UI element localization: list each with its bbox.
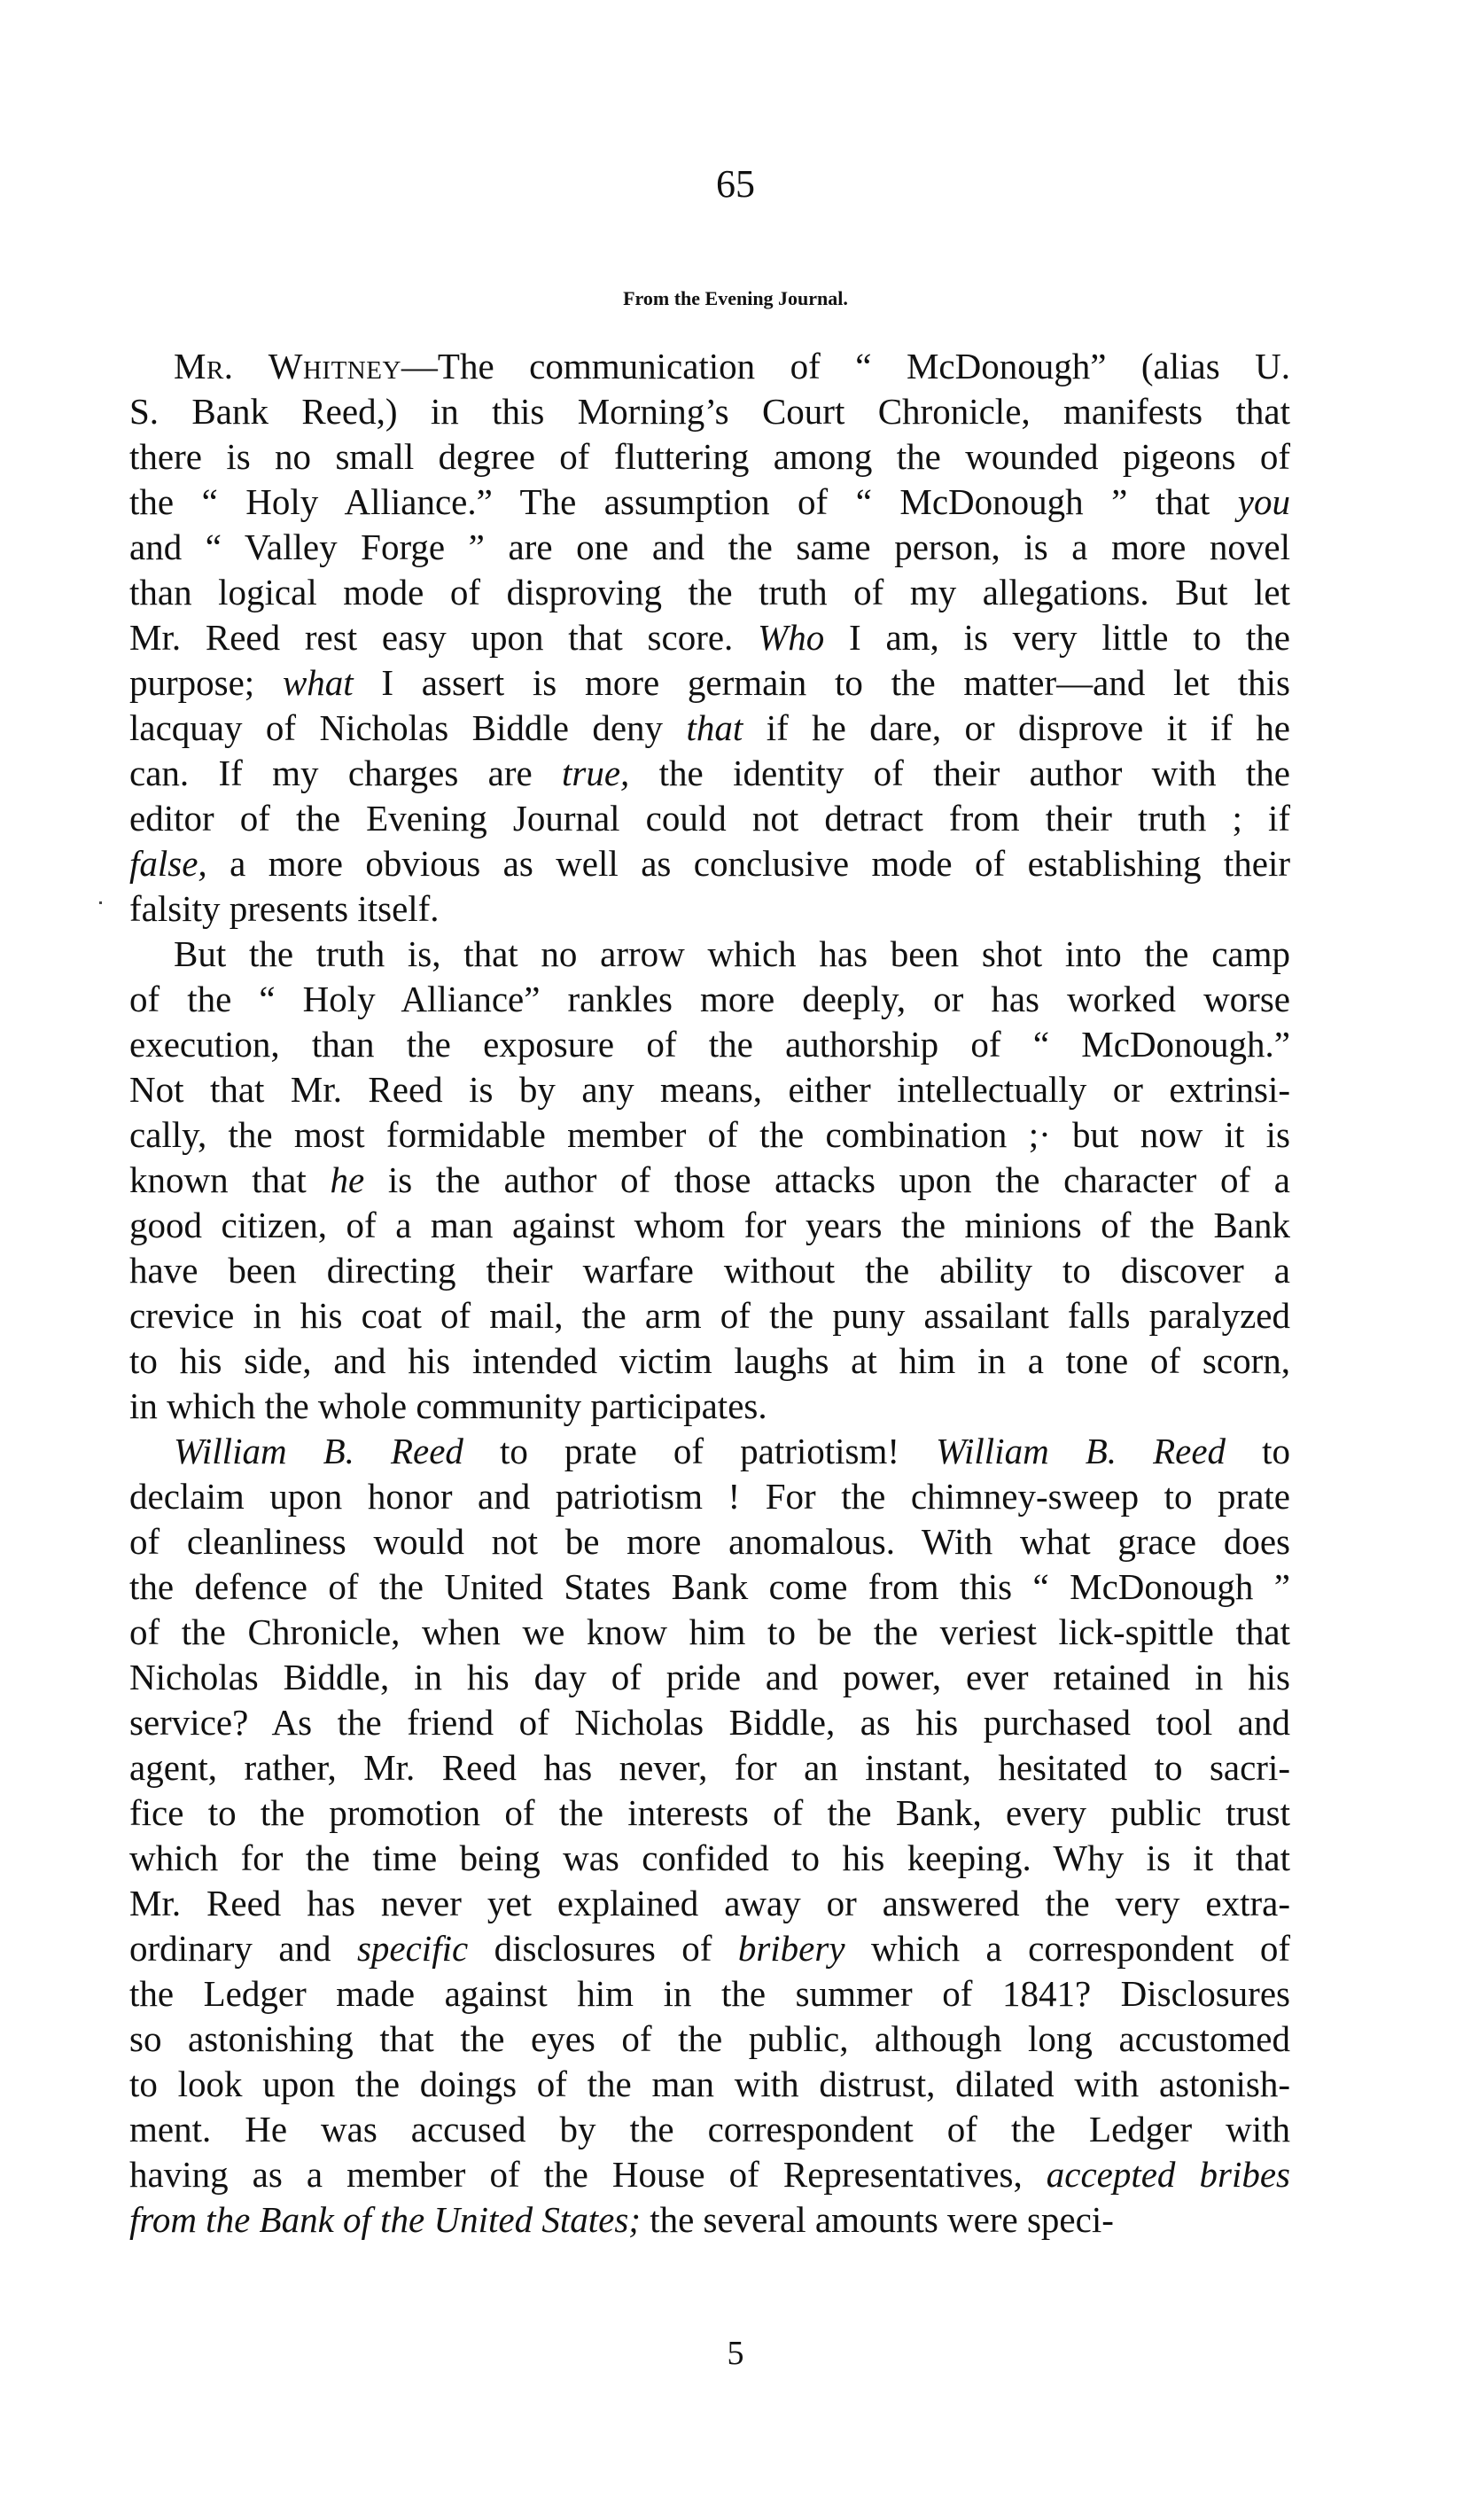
text-line [129,525,1290,570]
text-run: the “ Holy Alliance.” The assumption of “ McDonough ” that [129,481,1238,522]
text-run: Not that Mr. Reed is by any means, either intellectually or extrinsi- [129,1069,1290,1110]
italic-run: William B. Reed [174,1431,463,1471]
text-run: and “ Valley Forge ” are one and the same person, is a more novel [129,527,1290,567]
text-line [129,1429,1290,1474]
text-run: agent, rather, Mr. Reed has never, for an instant, hesitated to sacri- [129,1747,1290,1788]
page-number: 65 [716,162,755,206]
italic-run: Who [758,617,825,658]
text-line [129,1791,1290,1836]
text-run: if he dare, or disprove it if he [743,707,1291,748]
text-line [129,660,1290,706]
text-line [129,1248,1290,1293]
text-line [129,1203,1290,1248]
source-line: From the Evening Journal. [623,287,848,309]
text-run: the identity of their author with the [629,753,1290,793]
text-line [129,1971,1290,2017]
text-line [129,751,1290,796]
text-run: a more obvious as well as conclusive mode of establishing their [206,843,1290,884]
text-line [129,1384,1290,1429]
text-run: of the Chronicle, when we know him to be the veriest lick-spittle that [129,1611,1290,1652]
text-line [129,1836,1290,1881]
text-run: than logical mode of disproving the truth of my allegations. But let [129,572,1290,612]
text-run: But the truth is, that no arrow which has been shot into the camp [174,933,1290,974]
paragraph [129,932,1290,1429]
text-line [129,1022,1290,1067]
italic-run: you [1237,481,1290,522]
italic-run: that [686,707,743,748]
text-line [129,344,1290,389]
text-line [129,1112,1290,1158]
text-line [129,1067,1290,1112]
text-line [129,1655,1290,1700]
text-line [129,480,1290,525]
text-run: have been directing their warfare without the ability to discover a [129,1250,1290,1291]
text-run: lacquay of Nicholas Biddle deny [129,707,687,748]
text-run: the several amounts were speci- [640,2199,1114,2240]
text-line [129,2152,1290,2197]
text-run: to his side, and his intended victim laughs at him in a tone of scorn, [129,1340,1290,1381]
text-line [129,1519,1290,1564]
italic-run: true, [562,753,630,793]
text-run: declaim upon honor and patriotism ! For the chimney-sweep to prate [129,1476,1290,1517]
small-caps-run: Mr. Whitney [174,346,401,386]
text-run: Nicholas Biddle, in his day of pride and power, ever retained in his [129,1657,1290,1697]
text-line [129,2107,1290,2152]
italic-run: bribery [737,1928,845,1969]
text-run: S. Bank Reed,) in this Morning’s Court Chronicle, manifests that [129,391,1290,432]
italic-run: accepted bribes [1046,2154,1290,2195]
text-line [129,886,1290,932]
text-line [129,1926,1290,1971]
text-run: cally, the most formidable member of the combination ;· but now it is [129,1114,1290,1155]
text-run: fice to the promotion of the interests of the Bank, every public trust [129,1792,1290,1833]
ink-speck [99,901,102,904]
italic-run: what [282,662,354,703]
italic-run: William B. Reed [936,1431,1226,1471]
text-run: service? As the friend of Nicholas Biddle, as his purchased tool and [129,1702,1290,1743]
text-run: in which the whole community participates. [129,1385,767,1426]
italic-run: false, [129,843,207,884]
text-run: so astonishing that the eyes of the public, although long accustomed [129,2018,1290,2059]
italic-run: from the Bank of the United States; [129,2199,641,2240]
text-run: ordinary and [129,1928,357,1969]
text-run: editor of the Evening Journal could not detract from their truth ; if [129,798,1290,839]
text-run: I am, is very little to the [824,617,1291,658]
text-line [129,1610,1290,1655]
text-line [129,570,1290,615]
text-run: good citizen, of a man against whom for years the minions of the Bank [129,1205,1290,1245]
text-run: Mr. Reed has never yet explained away or answered the very extra- [129,1883,1290,1923]
text-run: I assert is more germain to the matter—and let this [353,662,1291,703]
text-line [129,615,1290,660]
text-line [129,2197,1290,2243]
text-line [129,1700,1290,1745]
text-line [129,1564,1290,1610]
paragraph [129,344,1290,932]
text-line [129,1745,1290,1791]
text-run: to prate of patriotism! [463,1431,937,1471]
text-run: ment. He was accused by the correspondent of the Ledger with [129,2109,1290,2149]
italic-run: he [330,1159,365,1200]
text-line [129,977,1290,1022]
text-run: of the “ Holy Alliance” rankles more deeply, or has worked worse [129,979,1290,1019]
text-run: falsity presents itself. [129,888,440,929]
text-run: Mr. Reed rest easy upon that score. [129,617,759,658]
text-run: having as a member of the House of Representatives, [129,2154,1047,2195]
paragraph [129,1429,1290,2243]
text-run: disclosures of [468,1928,738,1969]
text-run: purpose; [129,662,283,703]
text-run: can. If my charges are [129,753,563,793]
text-line [129,2062,1290,2107]
text-run: crevice in his coat of mail, the arm of the puny assailant falls paralyzed [129,1295,1290,1336]
text-run: of cleanliness would not be more anomalous. With what grace does [129,1521,1290,1562]
text-line [129,434,1290,480]
text-run: to look upon the doings of the man with distrust, dilated with astonish- [129,2064,1290,2104]
text-run: there is no small degree of fluttering among the wounded pigeons of [129,436,1290,477]
article-body [129,344,1290,2243]
text-line [129,841,1290,886]
text-line [129,389,1290,434]
signature-mark: 5 [727,2335,744,2372]
italic-run: specific [356,1928,469,1969]
text-line [129,1338,1290,1384]
text-run: which for the time being was confided to his keeping. Why is it that [129,1837,1290,1878]
text-run: the Ledger made against him in the summer of 1841? Disclosures [129,1973,1290,2014]
text-run: known that [129,1159,331,1200]
text-run: —The communication of “ McDonough” (alias U. [401,346,1291,386]
text-run: execution, than the exposure of the authorship of “ McDonough.” [129,1024,1290,1065]
text-line [129,706,1290,751]
text-line [129,2017,1290,2062]
text-run: which a correspondent of [844,1928,1291,1969]
text-line [129,1881,1290,1926]
text-line [129,1474,1290,1519]
text-run: the defence of the United States Bank come from this “ McDonough ” [129,1566,1290,1607]
text-line [129,796,1290,841]
text-run: to [1226,1431,1290,1471]
text-line [129,1293,1290,1338]
text-line [129,1158,1290,1203]
text-line [129,932,1290,977]
text-run: is the author of those attacks upon the character of a [364,1159,1290,1200]
